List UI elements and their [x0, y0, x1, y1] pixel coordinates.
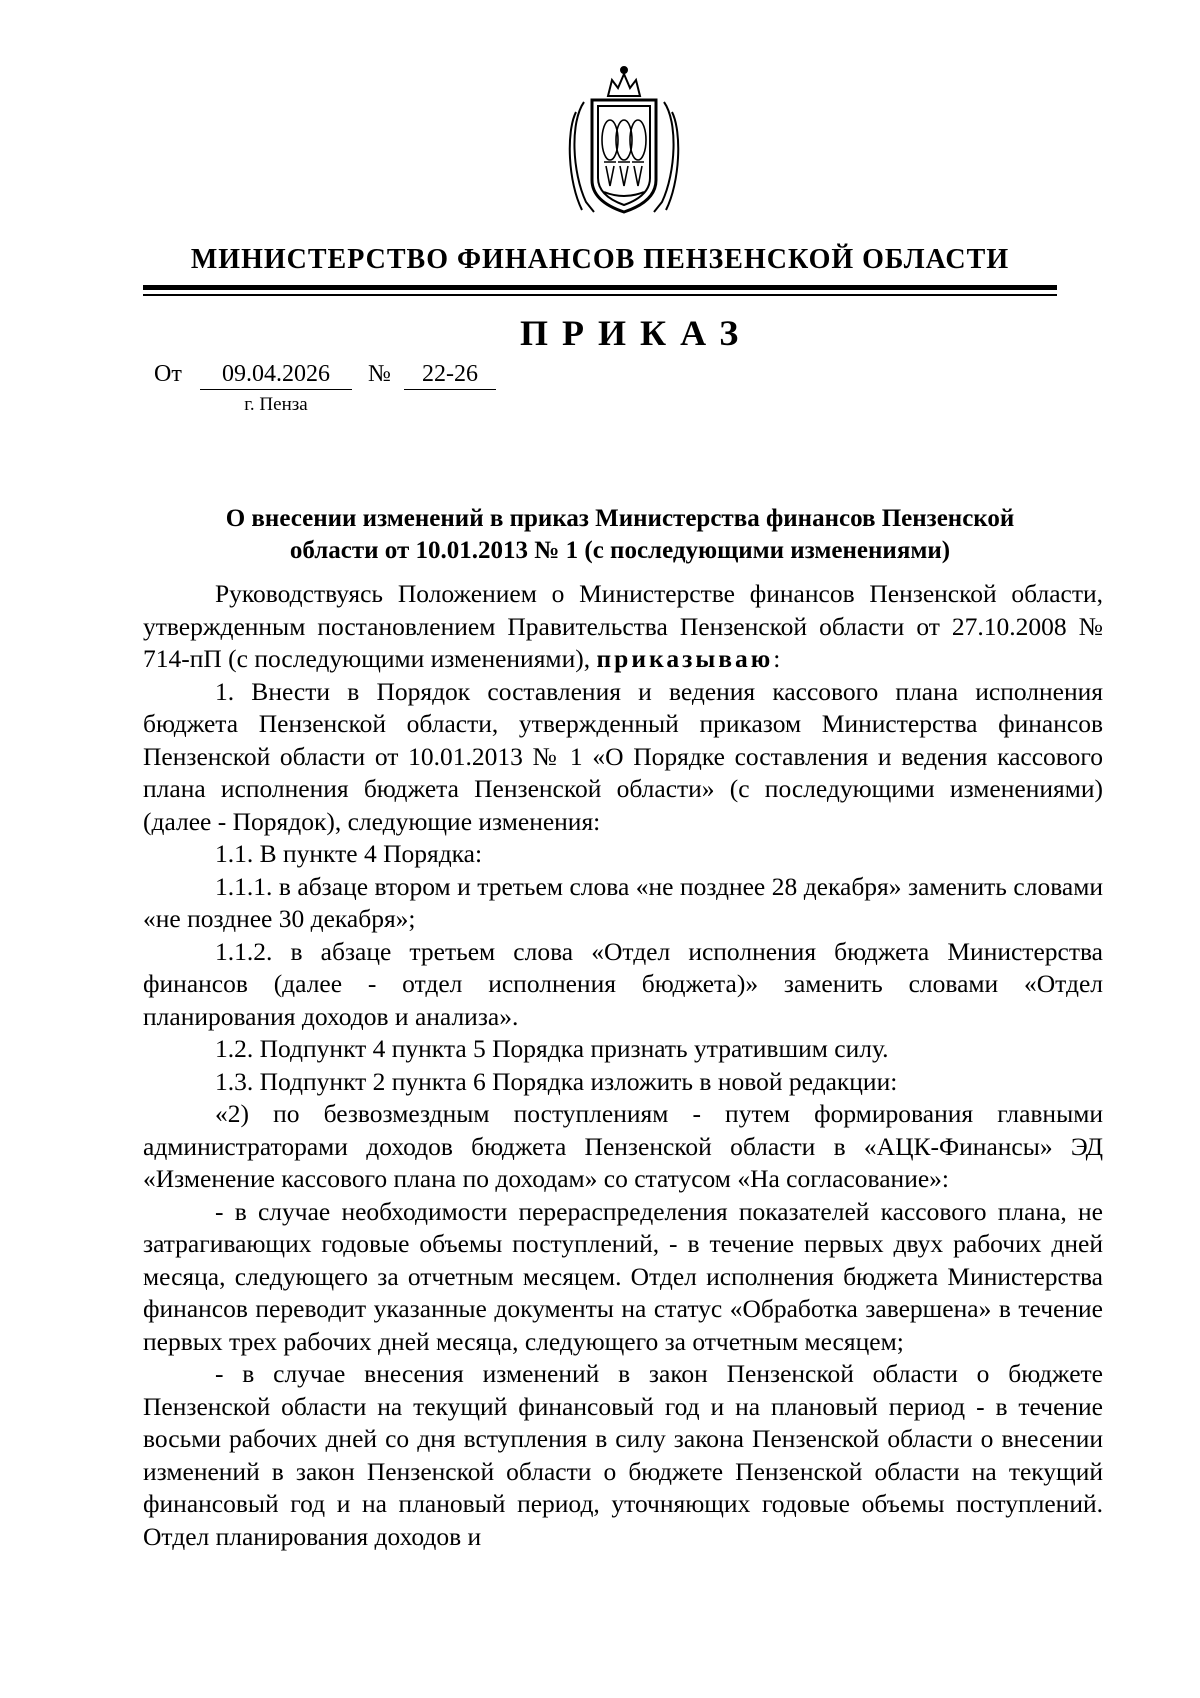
paragraph-item-1-1-1: 1.1.1. в абзаце втором и третьем слова «не позднее 28 декабря» заменить словами «не позднее 30 декабря»;	[143, 871, 1103, 933]
ministry-name: МИНИСТЕРСТВО ФИНАНСОВ ПЕНЗЕНСКОЙ ОБЛАСТИ	[190, 244, 1010, 275]
header-rule-thick	[143, 285, 1057, 290]
paragraph-item-1-1: 1.1. В пункте 4 Порядка:	[215, 839, 483, 868]
order-word: приказываю	[596, 644, 774, 673]
title-line-2: области от 10.01.2013 № 1 (с последующими изменениями)	[289, 537, 951, 564]
paragraph-item-1-1-2: 1.1.2. в абзаце третьем слова «Отдел исполнения бюджета Министерства финансов (далее - отдел исполнения бюджета)» заменить словами «Отдел планирования доходов и анализа».	[143, 936, 1103, 1031]
preamble-end: :	[773, 644, 781, 673]
paragraph-item-1: 1. Внести в Порядок составления и ведения кассового плана исполнения бюджета Пензенской области, утвержденный приказом Министерства финансов Пензенской области от 10.01.2013 № 1 «О Порядке составления и ведения кассового плана исполнения бюджета Пензенской области» (с последующими изменениями) (далее - Порядок), следующие изменения:	[143, 676, 1103, 836]
preamble-text: Руководствуясь Положением о Министерстве финансов Пензенской области, утвержденным постановлением Правительства Пензенской области от 27.10.2008 № 714-пП (с последующими изменениями),	[143, 579, 1103, 673]
paragraph-quote-2: «2) по безвозмездным поступлениям - путем формирования главными администраторами доходов бюджета Пензенской области в «АЦК-Финансы» ЭД «Изменение кассового плана по доходам» со статусом «На согласование»:	[143, 1099, 1103, 1193]
paragraph-dash-2: - в случае внесения изменений в закон Пензенской области о бюджете Пензенской области на текущий финансовый год и на плановый период - в течение восьми рабочих дней со дня вступления в силу закона Пензенской области о внесении изменений в закон Пензенской области о бюджете Пензенской области на текущий финансовый год и на плановый период, уточняющих годовые объемы поступлений. Отдел планирования доходов и	[143, 1359, 1103, 1551]
document-type: ПРИКАЗ	[520, 313, 753, 353]
paragraph-preamble	[143, 578, 1103, 676]
paragraph-item-1-3: 1.3. Подпункт 2 пункта 6 Порядка изложить в новой редакции:	[215, 1066, 898, 1096]
document-title	[160, 503, 1080, 567]
date-label: От	[154, 361, 182, 387]
header-rule-thin	[143, 294, 1057, 296]
paragraph-item-1-2: 1.2. Подпункт 4 пункта 5 Порядка признать утратившим силу.	[215, 1034, 889, 1063]
paragraph-dash-1: - в случае необходимости перераспределения показателей кассового плана, не затрагивающих годовые объемы поступлений, - в течение первых двух рабочих дней месяца, следующего за отчетным месяцем. Отдел исполнения бюджета Министерства финансов переводит указанные документы на статус «Обработка завершена» в течение первых трех рабочих дней месяца, следующего за отчетным месяцем;	[143, 1196, 1103, 1356]
title-line-1: О внесении изменений в приказ Министерства финансов Пензенской	[225, 505, 1015, 532]
document-body	[143, 578, 1103, 1553]
number-label: №	[368, 361, 391, 387]
document-date: 09.04.2026	[200, 359, 352, 390]
document-city: г. Пенза	[244, 394, 308, 415]
coat-of-arms-icon	[564, 62, 684, 222]
document-number: 22-26	[404, 359, 496, 390]
